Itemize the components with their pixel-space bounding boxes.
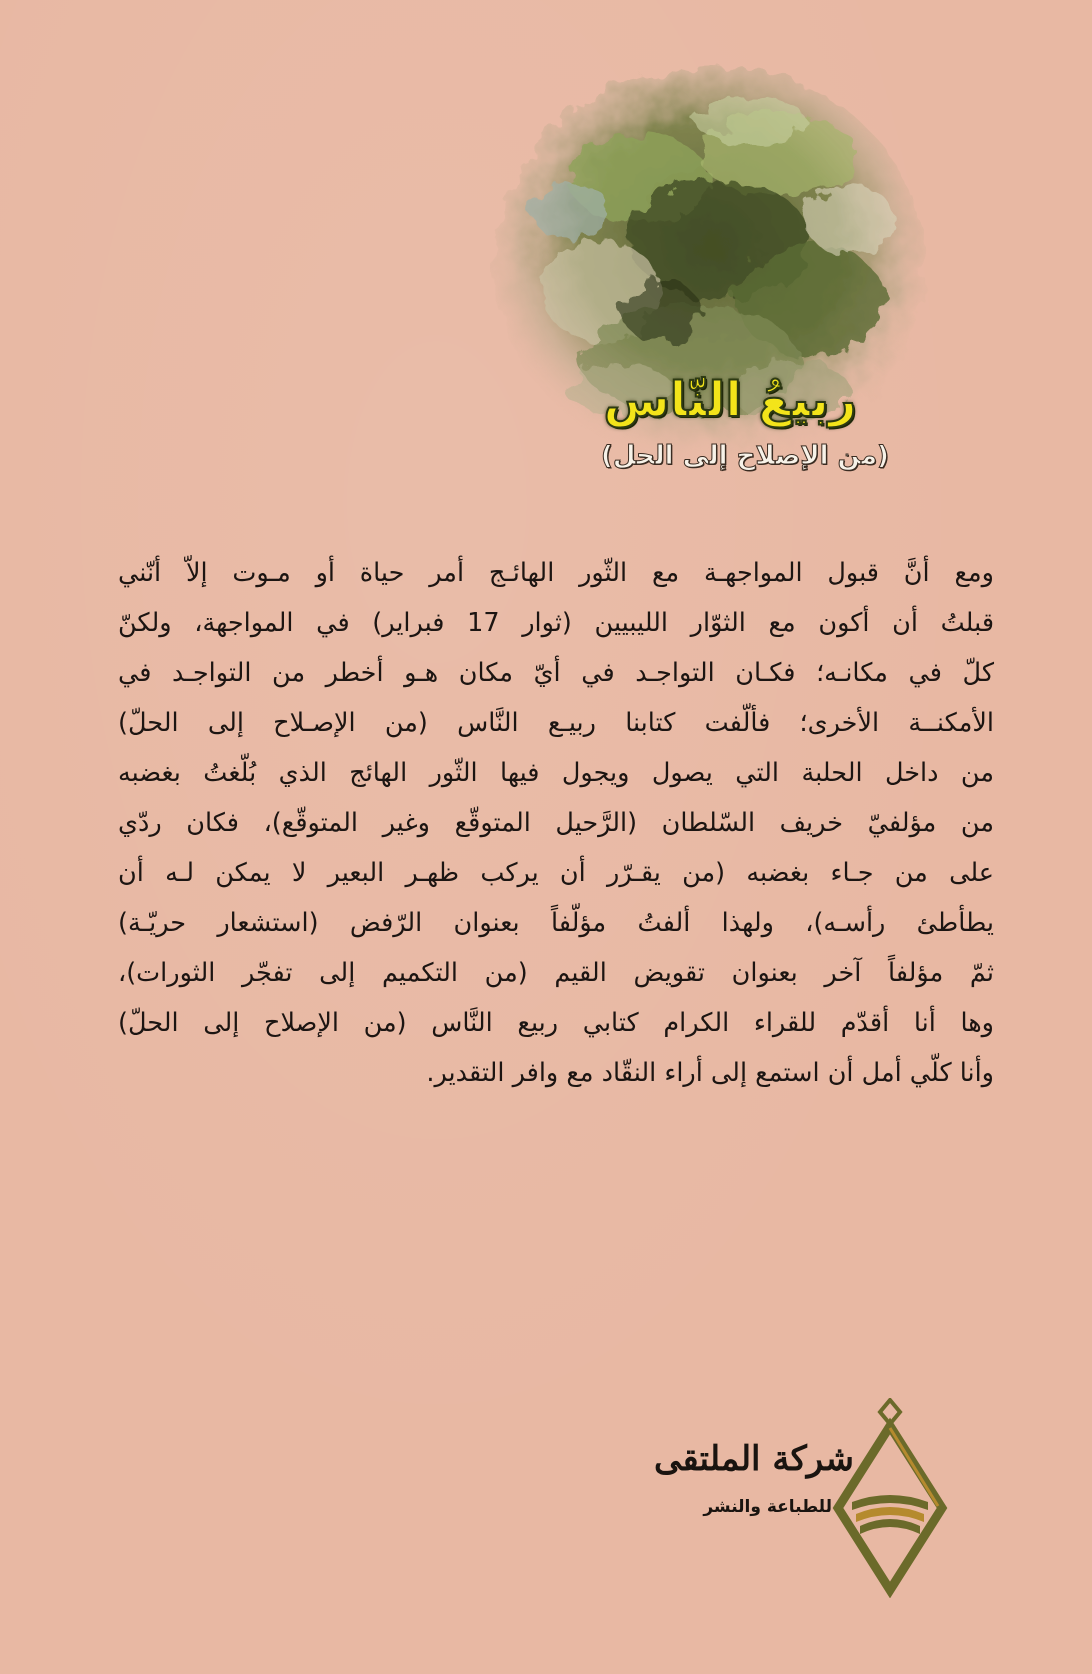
publisher-name: شركة الملتقى — [653, 1439, 854, 1479]
back-cover-blurb — [118, 548, 994, 1098]
blurb-line: يطأطئ رأسـه)، ولهذا ألفتُ مؤلّفاً بعنوان الرّفض (استشعار حريّـة) — [118, 908, 994, 938]
blurb-line: ثمّ مؤلفاً آخر بعنوان تقويض القيم (من التكميم إلى تفجّر الثورات)، — [118, 958, 994, 988]
blurb-line: وأنا كلّي أمل أن استمع إلى أراء النقّاد مع وافر التقدير. — [426, 1058, 994, 1088]
book-title: ربيعُ النّاس — [603, 372, 857, 428]
blurb-line: على من جـاء بغضبه (من يقـرّر أن يركب ظهـر البعير لا يمكن لـه أن — [118, 858, 994, 888]
diamond-book-logo-icon — [830, 1398, 950, 1598]
blurb-line: من مؤلفيّ خريف السّلطان (الرَّحيل المتوقّع وغير المتوقّع)، فكان ردّي — [118, 808, 994, 838]
blurb-line: الأمكنــة الأخرى؛ فألّفت كتابنا ربيـع النَّاس (من الإصـلاح إلى الحلّ) — [118, 708, 994, 738]
book-subtitle: (من الإصلاح إلى الحل) — [601, 441, 889, 471]
blurb-line: ومع أنَّ قبول المواجهـة مع الثّور الهائـج أمر حياة أو مـوت إلاّ أنّني — [118, 558, 994, 588]
blurb-line: من داخل الحلبة التي يصول ويجول فيها الثّور الهائج الذي بُلّغتُ بغضبه — [118, 758, 994, 788]
publisher-block — [653, 1398, 950, 1598]
blurb-line: قبلتُ أن أكون مع الثوّار الليبيين (ثوار 17 فبراير) في المواجهة، ولكنّ — [118, 608, 995, 638]
cover-illustration — [490, 60, 930, 500]
publisher-tagline: للطباعة والنشر — [703, 1497, 832, 1517]
blurb-line: وها أنا أقدّم للقراء الكرام كتابي ربيع النَّاس (من الإصلاح إلى الحلّ) — [118, 1008, 994, 1038]
blurb-line: كلّ في مكانـه؛ فكـان التواجـد في أيّ مكان هـو أخطر من التواجـد في — [118, 658, 994, 688]
